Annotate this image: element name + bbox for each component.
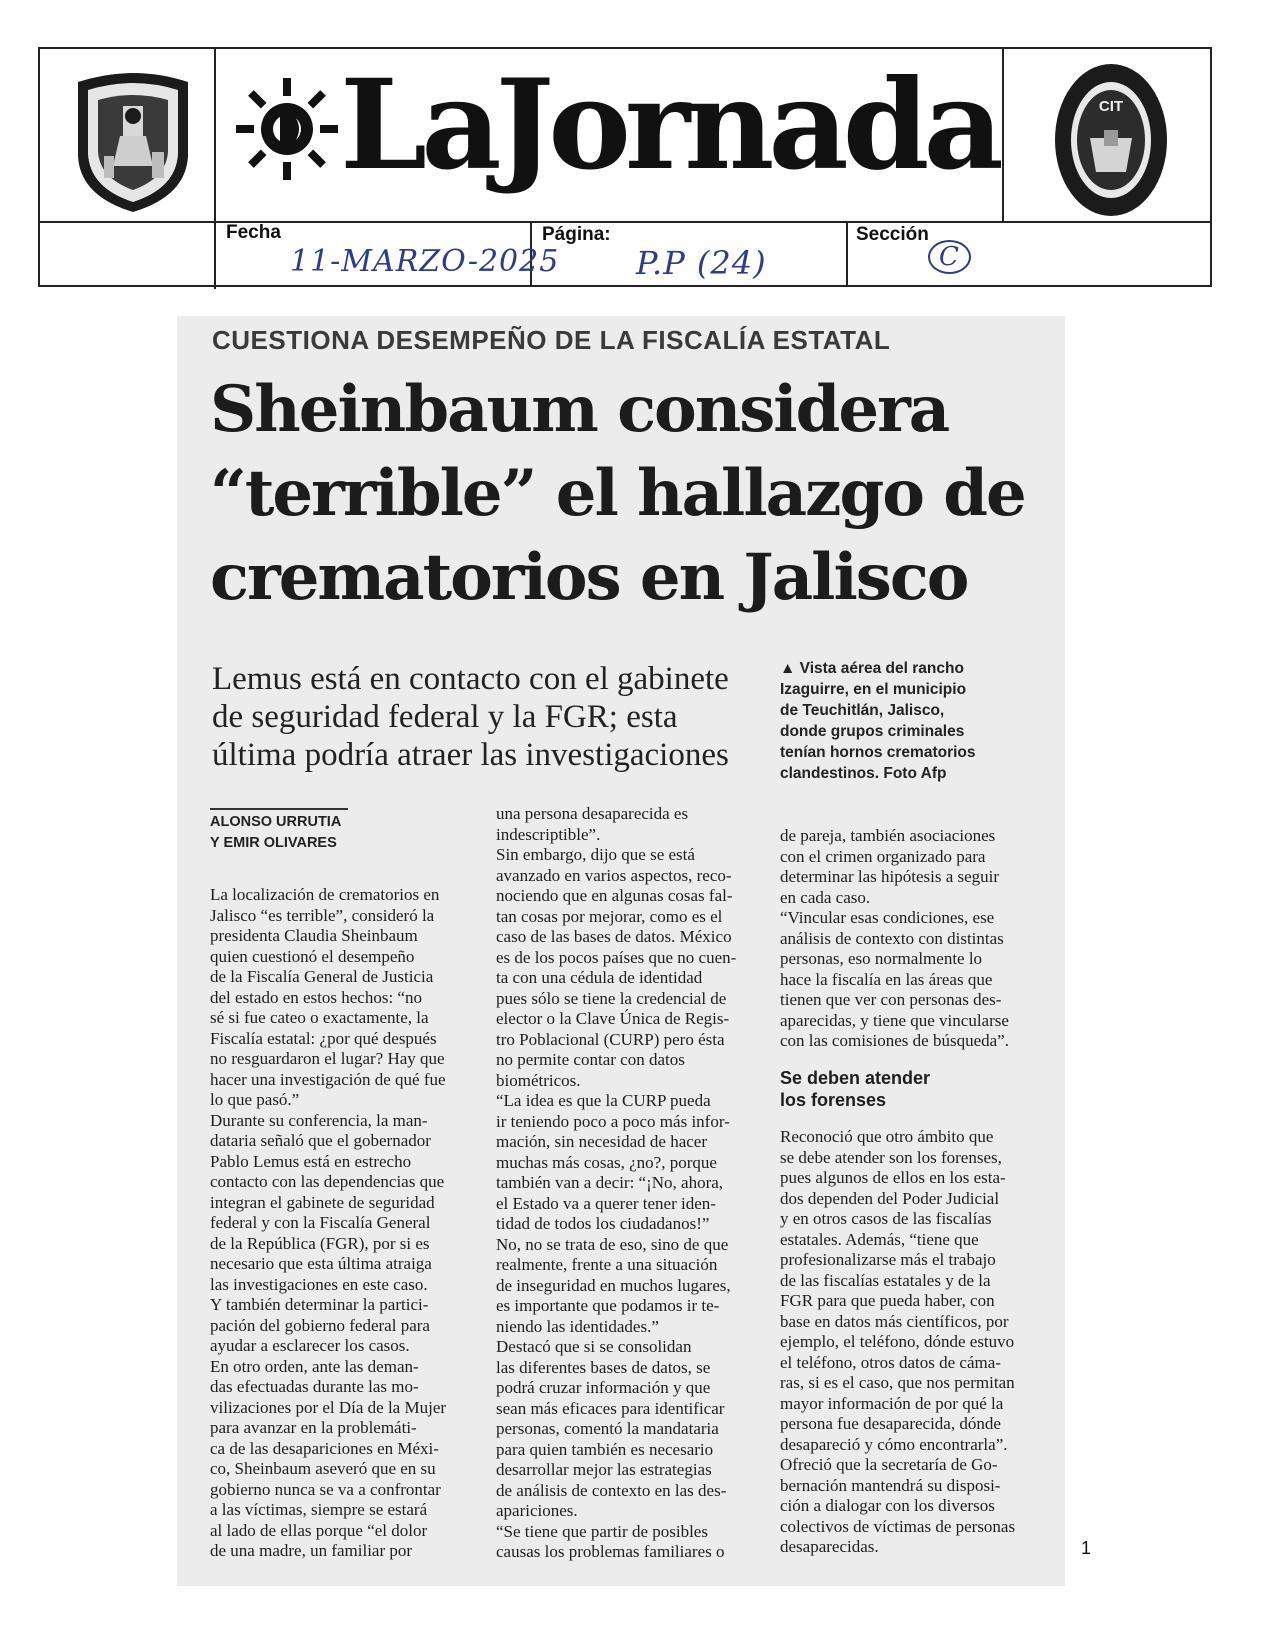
text-line: podrá cruzar información y que <box>496 1378 711 1397</box>
text-line: tienen que ver con personas des- <box>780 990 1002 1009</box>
text-line: FGR para que pueda haber, con <box>780 1291 995 1310</box>
page-number: 1 <box>1081 1538 1092 1558</box>
text-line: desarrollar mejor las estrategias <box>496 1460 712 1479</box>
text-line: es importante que podamos ir te- <box>496 1296 720 1315</box>
text-line: se debe atender son los forenses, <box>780 1147 1002 1167</box>
fecha-value: 11-MARZO-2025 <box>290 244 560 279</box>
text-line: vilizaciones por el Día de la Mujer <box>210 1397 447 1417</box>
text-line: presidenta Claudia Sheinbaum <box>210 926 418 945</box>
article-byline <box>210 808 348 854</box>
article-column-3 <box>780 826 1009 1052</box>
sun-logo-icon <box>232 74 342 184</box>
text-line: Y también determinar la partici- <box>210 1295 429 1314</box>
text-line: desaparecidas. <box>780 1537 879 1556</box>
text-line: no resguardaron el lugar? Hay que <box>210 1049 445 1068</box>
text-line: La localización de crematorios en <box>210 885 440 904</box>
text-line: niendo las identidades.” <box>496 1316 659 1336</box>
article-kicker: CUESTIONA DESEMPEÑO DE LA FISCALÍA ESTATAL <box>212 325 891 355</box>
photo-caption <box>780 658 1050 784</box>
caption-line: de Teuchitlán, Jalisco, <box>780 702 945 719</box>
text-line: pues sólo se tiene la credencial de <box>496 988 727 1008</box>
text-line: Ofreció que la secretaría de Go- <box>780 1455 998 1474</box>
text-line: ca de las desapariciones en Méxi- <box>210 1438 439 1458</box>
text-line: tan cosas por mejorar, como es el <box>496 906 723 926</box>
text-line: mación, sin necesidad de hacer <box>496 1132 707 1151</box>
article-column-3-continued <box>780 1127 1015 1558</box>
headline-line: crematorios en Jalisco <box>210 540 968 615</box>
text-line: gobierno nunca se va a confrontar <box>210 1479 441 1499</box>
text-line: desapareció y cómo encontrarla”. <box>780 1434 1008 1454</box>
text-line: elector o la Clave Única de Regis- <box>496 1009 730 1028</box>
caption-line: ▲ Vista aérea del rancho <box>780 660 964 677</box>
text-line: ejemplo, el teléfono, dónde estuvo <box>780 1332 1015 1351</box>
text-line: aparecidas, y tiene que vincularse <box>780 1010 1009 1030</box>
text-line: con las comisiones de búsqueda”. <box>780 1031 1009 1050</box>
text-line: el teléfono, otros datos de cáma- <box>780 1352 1001 1372</box>
subhead-line: última podría atraer las investigaciones <box>212 737 729 773</box>
text-line: ción a dialogar con los diversos <box>780 1496 995 1515</box>
subhead-line: Lemus está en contacto con el gabinete <box>212 661 729 697</box>
text-line: una persona desaparecida es <box>496 804 689 823</box>
text-line: Pablo Lemus está en estrecho <box>210 1151 412 1171</box>
text-line: hacer una investigación de qué fue <box>210 1069 446 1089</box>
text-line: caso de las bases de datos. México <box>496 927 732 946</box>
text-line: “Vincular esas condiciones, ese <box>780 908 995 927</box>
cit-confederacion-seal-icon <box>1052 60 1170 220</box>
article-headline <box>210 368 1030 620</box>
text-line: quien cuestionó el desempeño <box>210 946 415 966</box>
seal-right-text: CIT <box>1098 98 1124 115</box>
text-line: ir teniendo poco a poco más infor- <box>496 1111 730 1131</box>
text-line: dataria señaló que el gobernador <box>210 1131 431 1150</box>
text-line: necesario que esta última atraiga <box>210 1254 432 1273</box>
text-line: personas, comentó la mandataria <box>496 1419 719 1438</box>
text-line: biométricos. <box>496 1070 581 1090</box>
text-line: para quien también es necesario <box>496 1439 714 1459</box>
text-line: nociendo que en algunas cosas fal- <box>496 886 733 905</box>
text-line: mayor información de por qué la <box>780 1393 1004 1413</box>
text-line: Sin embargo, dijo que se está <box>496 845 695 864</box>
text-line: contacto con las dependencias que <box>210 1172 445 1191</box>
text-line: para avanzar en la problemáti- <box>210 1418 417 1437</box>
text-line: dos dependen del Poder Judicial <box>780 1188 1000 1208</box>
text-line: apariciones. <box>496 1501 578 1520</box>
text-line: Destacó que si se consolidan <box>496 1337 692 1356</box>
text-line: de la Fiscalía General de Justicia <box>210 967 434 986</box>
text-line: No, no se trata de eso, sino de que <box>496 1234 729 1254</box>
text-line: das efectuadas durante las mo- <box>210 1377 419 1396</box>
union-seal-icon <box>68 64 198 214</box>
article-column-1 <box>210 885 446 1562</box>
text-line: federal y con la Fiscalía General <box>210 1213 431 1232</box>
text-line: análisis de contexto con distintas <box>780 928 1004 948</box>
text-line: determinar las hipótesis a seguir <box>780 867 1000 886</box>
headline-line: Sheinbaum considera <box>210 372 949 447</box>
text-line: personas, eso normalmente lo <box>780 949 983 968</box>
caption-line: Izaguirre, en el municipio <box>780 681 967 698</box>
text-line: de pareja, también asociaciones <box>780 826 996 845</box>
caption-line: tenían hornos crematorios <box>780 744 976 761</box>
text-line: en cada caso. <box>780 887 871 907</box>
text-line: base en datos más científicos, por <box>780 1311 1009 1331</box>
text-line: Jalisco “es terrible”, consideró la <box>210 905 435 925</box>
text-line: del estado en estos hechos: “no <box>210 987 422 1007</box>
pagina-value: P.P (24) <box>636 244 767 282</box>
caption-line: clandestinos. Foto Afp <box>780 765 947 782</box>
text-line: y en otros casos de las fiscalías <box>780 1209 992 1228</box>
text-line: avanzado en varios aspectos, reco- <box>496 865 732 885</box>
text-line: “La idea es que la CURP pueda <box>496 1091 711 1110</box>
text-line: En otro orden, ante las deman- <box>210 1356 419 1376</box>
fecha-label: Fecha <box>226 222 281 243</box>
text-line: tro Poblacional (CURP) pero ésta <box>496 1029 725 1049</box>
masthead-title: LaJornada <box>340 53 998 198</box>
text-line: las investigaciones en este caso. <box>210 1274 428 1294</box>
header-right-divider <box>1002 49 1004 223</box>
text-line: co, Sheinbaum aseveró que en su <box>210 1459 436 1478</box>
text-line: profesionalizarse más el trabajo <box>780 1250 996 1269</box>
text-line: muchas más cosas, ¿no?, porque <box>496 1152 717 1172</box>
text-line: ayudar a esclarecer los casos. <box>210 1336 410 1355</box>
text-line: persona fue desaparecida, dónde <box>780 1414 1001 1433</box>
text-line: ras, si es el caso, que nos permitan <box>780 1373 1015 1392</box>
article-column-2 <box>496 804 736 1563</box>
text-line: “Se tiene que partir de posibles <box>496 1521 708 1541</box>
text-line: estatales. Además, “tiene que <box>780 1229 979 1249</box>
byline-line: Y EMIR OLIVARES <box>210 835 337 851</box>
text-line: al lado de ellas porque “el dolor <box>210 1520 428 1540</box>
text-line: sé si fue cateo o exactamente, la <box>210 1008 429 1027</box>
text-line: realmente, frente a una situación <box>496 1255 718 1274</box>
text-line: es de los pocos países que no cuen- <box>496 947 737 967</box>
caption-line: donde grupos criminales <box>780 723 965 740</box>
seccion-value: C <box>928 240 971 274</box>
text-line: pues algunos de ellos en los esta- <box>780 1168 1006 1187</box>
text-line: de análisis de contexto en las des- <box>496 1480 727 1500</box>
text-line: también van a decir: “¡No, ahora, <box>496 1173 724 1192</box>
text-line: sean más eficaces para identificar <box>496 1398 725 1418</box>
text-line: hace la fiscalía en las áreas que <box>780 969 993 989</box>
text-line: Reconoció que otro ámbito que <box>780 1127 994 1146</box>
byline-line: ALONSO URRUTIA <box>210 814 342 830</box>
text-line: indescriptible”. <box>496 824 601 844</box>
text-line: tidad de todos los ciudadanos!” <box>496 1214 710 1233</box>
text-line: bernación mantendrá su disposi- <box>780 1475 1001 1495</box>
text-line: colectivos de víctimas de personas <box>780 1516 1016 1536</box>
text-line: no permite contar con datos <box>496 1050 685 1069</box>
masthead <box>232 53 1002 223</box>
text-line: Durante su conferencia, la man- <box>210 1110 428 1130</box>
text-line: el Estado va a querer tener iden- <box>496 1193 716 1213</box>
text-line: lo que pasó.” <box>210 1090 300 1109</box>
article-subtitle <box>780 1067 930 1111</box>
subtitle-line: Se deben atender <box>780 1068 931 1088</box>
headline-line: “terrible” el hallazgo de <box>210 456 1025 531</box>
text-line: Fiscalía estatal: ¿por qué después <box>210 1028 437 1048</box>
seccion-label: Sección <box>856 224 929 245</box>
pagina-label: Página: <box>542 224 611 245</box>
text-line: con el crimen organizado para <box>780 846 986 866</box>
header-left-divider <box>214 49 216 289</box>
text-line: de las fiscalías estatales y de la <box>780 1270 991 1290</box>
text-line: ta con una cédula de identidad <box>496 968 703 987</box>
text-line: a las víctimas, siempre se estará <box>210 1500 428 1519</box>
text-line: las diferentes bases de datos, se <box>496 1357 711 1377</box>
text-line: de una madre, un familiar por <box>210 1541 413 1560</box>
text-line: de la República (FGR), por si es <box>210 1233 430 1253</box>
text-line: integran el gabinete de seguridad <box>210 1192 435 1212</box>
meta-divider-2 <box>846 221 848 287</box>
article-subhead <box>212 660 772 774</box>
text-line: de inseguridad en muchos lugares, <box>496 1275 731 1295</box>
subhead-line: de seguridad federal y la FGR; esta <box>212 699 678 735</box>
text-line: pación del gobierno federal para <box>210 1315 430 1335</box>
text-line: causas los problemas familiares o <box>496 1542 725 1561</box>
subtitle-line: los forenses <box>780 1090 887 1110</box>
